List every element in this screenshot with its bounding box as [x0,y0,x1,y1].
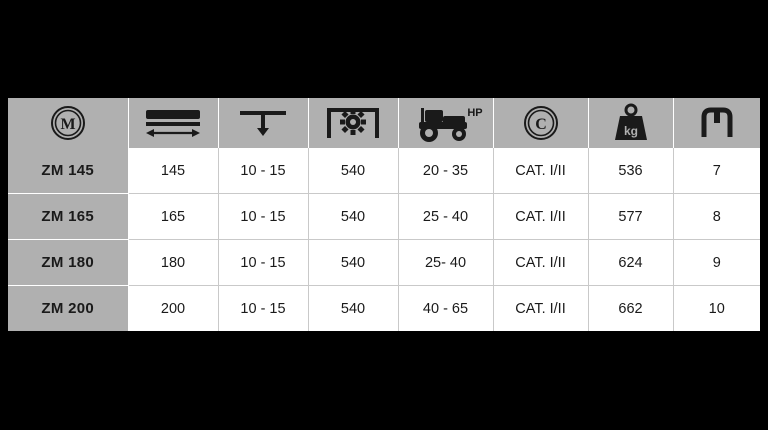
table-row [8,148,760,194]
cell-hp: 20 - 35 [398,148,493,194]
table-row [8,240,760,286]
cell-model: ZM 145 [8,148,128,194]
cell-width: 165 [128,194,218,240]
cell-blades: 8 [673,194,760,240]
model-circle-m-icon [8,98,128,148]
header-cell-pto [308,98,398,148]
header-cell-blades [673,98,760,148]
cell-pto: 540 [308,240,398,286]
cell-weight: 662 [588,286,673,332]
table-row [8,194,760,240]
cell-width: 200 [128,286,218,332]
working-width-icon [129,98,218,148]
svg-text:M: M [60,116,76,133]
cell-blades: 10 [673,286,760,332]
table-body [8,148,760,331]
specification-table [8,98,760,331]
header-cell-hp [398,98,493,148]
header-cell-working-depth [218,98,308,148]
cell-weight: 624 [588,240,673,286]
hp-icon-label: HP [466,107,483,119]
svg-text:C: C [534,116,547,133]
table-row [8,286,760,332]
cell-model: ZM 165 [8,194,128,240]
blades-icon [674,98,761,148]
specification-table-panel [8,98,760,331]
cell-width: 180 [128,240,218,286]
cell-category: CAT. I/II [493,286,588,332]
header-cell-working-width [128,98,218,148]
cell-width: 145 [128,148,218,194]
cell-pto: 540 [308,194,398,240]
cell-depth: 10 - 15 [218,148,308,194]
cell-weight: 536 [588,148,673,194]
working-depth-icon [219,98,308,148]
cell-category: CAT. I/II [493,148,588,194]
cell-category: CAT. I/II [493,240,588,286]
cell-weight: 577 [588,194,673,240]
header-cell-weight [588,98,673,148]
cell-blades: 9 [673,240,760,286]
cell-hp: 25 - 40 [398,194,493,240]
cell-model: ZM 180 [8,240,128,286]
cell-pto: 540 [308,148,398,194]
cell-category: CAT. I/II [493,194,588,240]
category-c-icon [494,98,588,148]
cell-blades: 7 [673,148,760,194]
cell-depth: 10 - 15 [218,286,308,332]
pto-gear-icon [309,98,398,148]
cell-hp: 25- 40 [398,240,493,286]
weight-icon-label: kg [623,124,638,138]
cell-depth: 10 - 15 [218,194,308,240]
table-header-row [8,98,760,148]
weight-kg-icon [589,98,673,148]
cell-model: ZM 200 [8,286,128,332]
header-cell-category [493,98,588,148]
cell-hp: 40 - 65 [398,286,493,332]
header-cell-model [8,98,128,148]
tractor-hp-icon [399,98,493,148]
cell-pto: 540 [308,286,398,332]
cell-depth: 10 - 15 [218,240,308,286]
